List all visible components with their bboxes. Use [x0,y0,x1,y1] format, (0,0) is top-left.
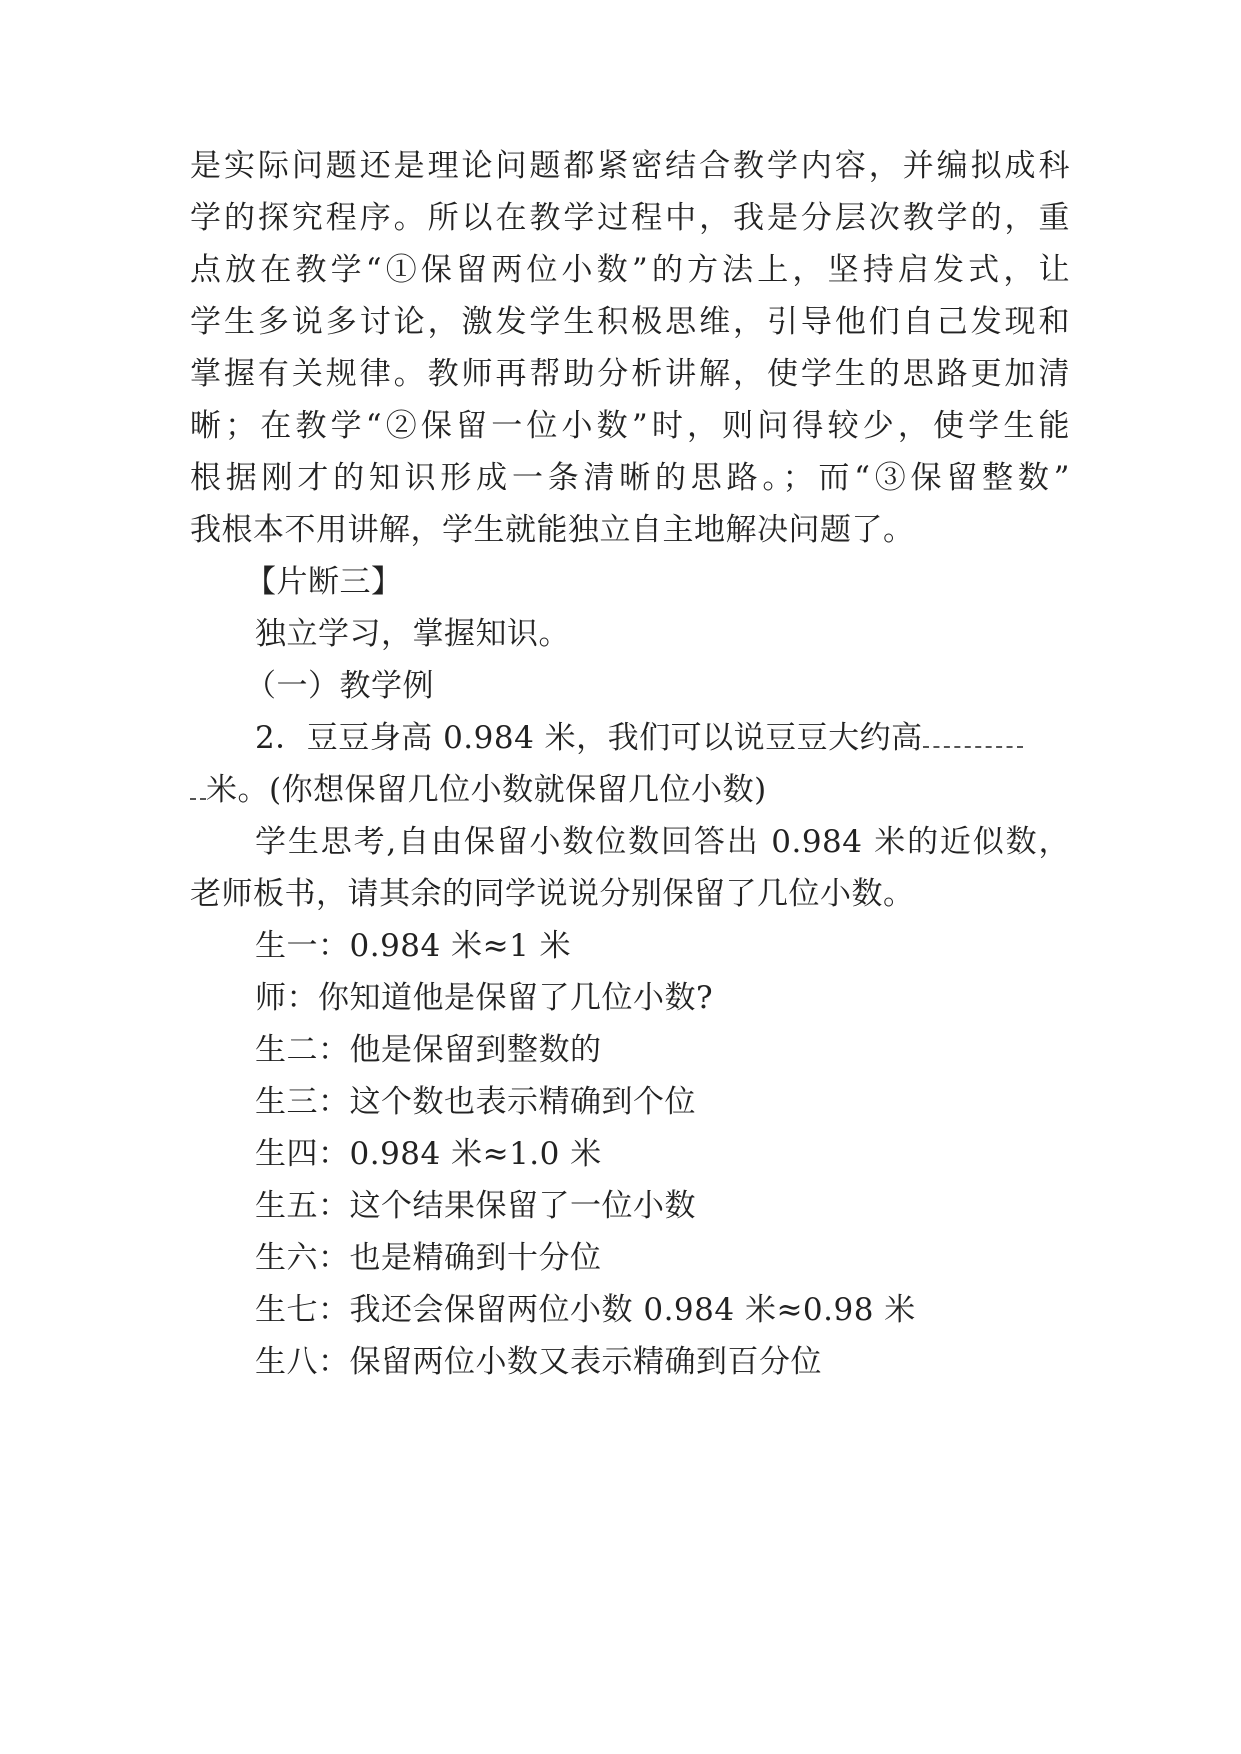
example-line-2 [190,770,1070,810]
dialogue-line: 生三：这个数也表示精确到个位 [255,1084,696,1120]
subsection-heading: （一）教学例 [245,668,434,704]
example-line-1 [255,718,1070,758]
section-subtitle: 独立学习，掌握知识。 [255,616,570,652]
dialogue-line: 师：你知道他是保留了几位小数? [255,980,714,1016]
paragraph-line: 学生思考,自由保留小数位数回答出 0.984 米的近似数， [255,824,1070,860]
dialogue-line: 生五：这个结果保留了一位小数 [255,1188,696,1224]
dialogue-line: 生七：我还会保留两位小数 0.984 米≈0.98 米 [255,1292,916,1328]
paragraph-line: 学的探究程序。所以在教学过程中，我是分层次教学的，重 [190,200,1070,236]
answer-blank-continued [190,772,206,800]
example-text: 2．豆豆身高 0.984 米，我们可以说豆豆大约高 [255,720,923,756]
paragraph-line: 点放在教学“①保留两位小数”的方法上，坚持启发式，让 [190,252,1070,288]
paragraph-line: 学生多说多讨论，激发学生积极思维，引导他们自己发现和 [190,304,1070,340]
paragraph-line: 老师板书，请其余的同学说说分别保留了几位小数。 [190,876,915,912]
paragraph-line: 是实际问题还是理论问题都紧密结合教学内容，并编拟成科 [190,148,1070,184]
paragraph-line: 根据刚才的知识形成一条清晰的思路。；而“③保留整数” [190,460,1070,496]
paragraph-line: 我根本不用讲解，学生就能独立自主地解决问题了。 [190,512,915,548]
dialogue-line: 生四：0.984 米≈1.0 米 [255,1136,602,1172]
section-heading: 【片断三】 [245,564,403,600]
dialogue-line: 生六：也是精确到十分位 [255,1240,602,1276]
dialogue-line: 生一：0.984 米≈1 米 [255,928,572,964]
dialogue-line: 生八：保留两位小数又表示精确到百分位 [255,1344,822,1380]
paragraph-line: 掌握有关规律。教师再帮助分析讲解，使学生的思路更加清 [190,356,1070,392]
answer-blank [923,720,1023,748]
example-text: 米。(你想保留几位小数就保留几位小数) [206,772,767,808]
dialogue-line: 生二：他是保留到整数的 [255,1032,602,1068]
paragraph-line: 晰；在教学“②保留一位小数”时，则问得较少，使学生能 [190,408,1070,444]
